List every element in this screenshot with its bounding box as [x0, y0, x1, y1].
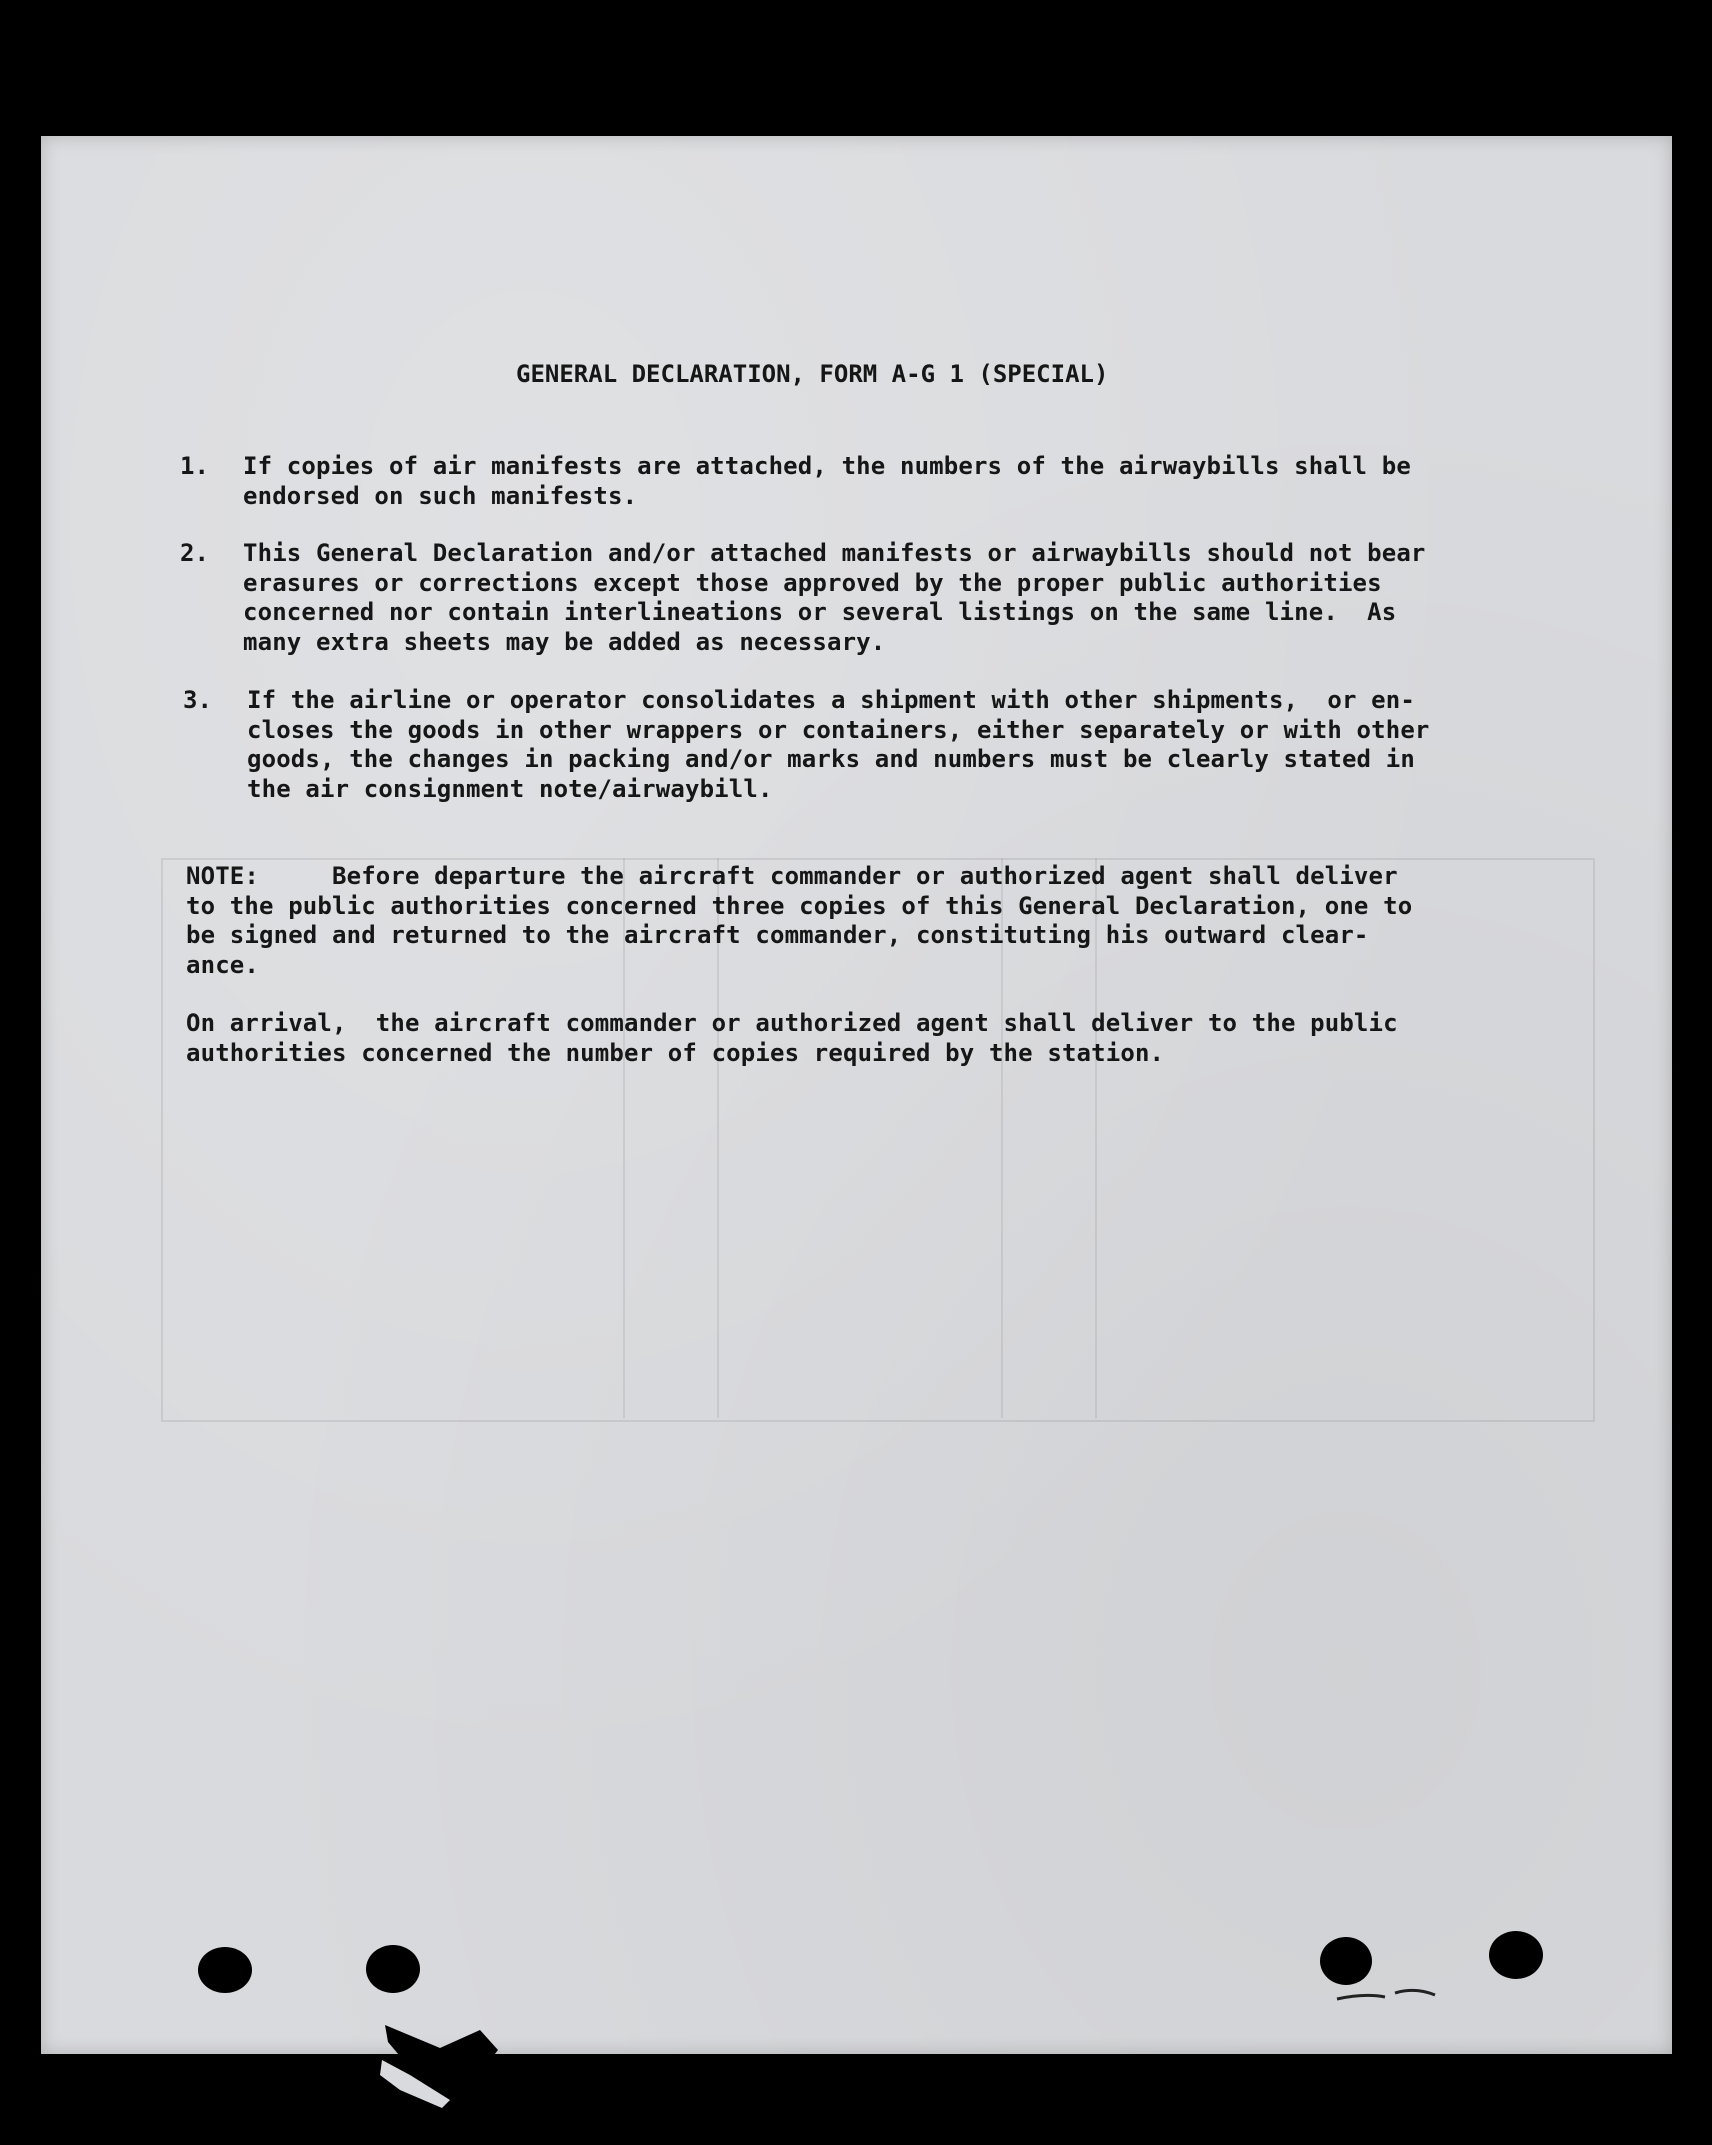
note-paragraph: NOTE: Before departure the aircraft commander or authorized agent shall deliver to the public authorities concerned three copies of this General Declaration, one to be signed and returned to the aircraft commander, constituting his outward clear- ance. — [186, 862, 1413, 979]
form-title: GENERAL DECLARATION, FORM A-G 1 (SPECIAL) — [516, 360, 1109, 388]
paper-sheet — [41, 136, 1672, 2054]
arrival-paragraph: On arrival, the aircraft commander or authorized agent shall deliver to the public authorities concerned the number of copies required by the station. — [186, 1009, 1398, 1067]
item-number: 3. — [183, 686, 212, 714]
punch-hole — [1320, 1937, 1372, 1985]
torn-paper-fragment — [380, 2020, 500, 2110]
punch-hole — [366, 1945, 420, 1993]
item-number: 2. — [180, 539, 209, 567]
item-text: If the airline or operator consolidates a shipment with other shipments, or en- closes the goods in other wrappers or containers, either separately or with other goods, the changes in packing and/or marks and numbers must be clearly stated in the air consignment note/airwaybill. — [247, 686, 1430, 803]
item-number: 1. — [180, 452, 209, 480]
item-text: This General Declaration and/or attached manifests or airwaybills should not bear erasures or corrections except those approved by the proper public authorities concerned nor contain interlineations or several listings on the same line. As many extra sheets may be added as necessary. — [243, 539, 1426, 656]
item-text: If copies of air manifests are attached, the numbers of the airwaybills shall be endorsed on such manifests. — [243, 452, 1411, 510]
ink-mark — [1335, 1985, 1445, 2005]
punch-hole — [1489, 1931, 1543, 1979]
punch-hole — [198, 1947, 252, 1993]
